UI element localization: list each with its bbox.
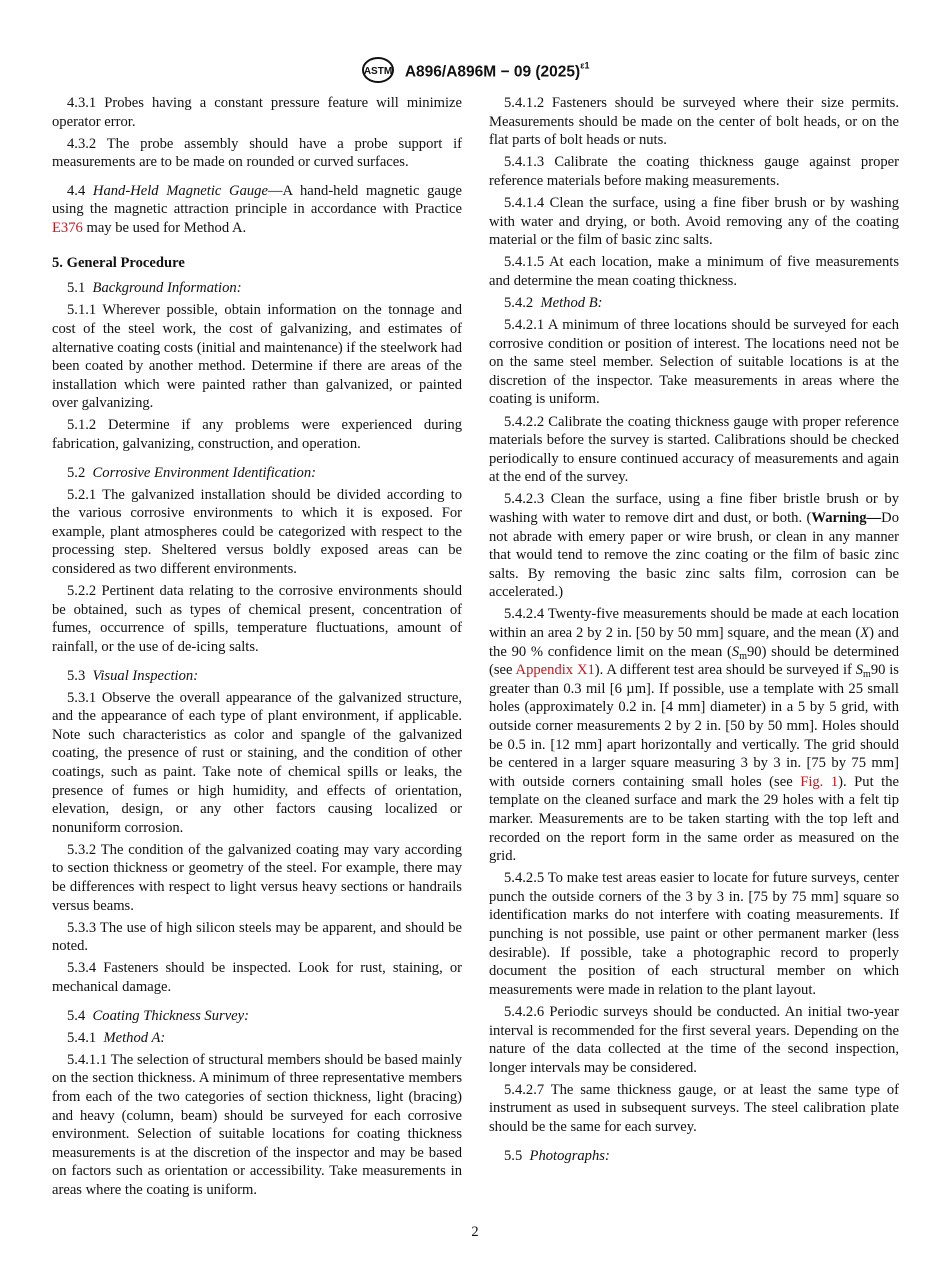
warning-label: Warning— <box>811 509 882 526</box>
para-5-1-1: 5.1.1 Wherever possible, obtain information on the tonnage and cost of the steel work, the cost of galvanizing, and estimates of alternative coating costs (initial and maintenance) if the steelwork had been coated by another method. Determine if there are areas of the installation which were painted rather than galvanized, or painted over galvanizing. <box>52 302 462 412</box>
astm-logo-icon <box>361 56 395 89</box>
svg-text:ASTM: ASTM <box>363 66 392 77</box>
para-5-4-2: 5.4.2 Method B: <box>504 294 603 311</box>
para-5-4-1: 5.4.1 Method A: <box>67 1029 166 1046</box>
para-5-1-2: 5.1.2 Determine if any problems were experienced during fabrication, galvanizing, construction, and operation. <box>52 417 462 452</box>
para-5-4-1-3: 5.4.1.3 Calibrate the coating thickness gauge against proper reference materials before making measurements. <box>489 154 899 189</box>
para-5-4-2-5: 5.4.2.5 To make test areas easier to locate for future surveys, center punch the outside corners of the 3 by 3 in. [75 by 75 mm] square so identification marks do not interfere with coating measurements. If punching is not possible, use paint or other permanent marker (less desirable). If possible, take a photographic record to properly document the position of each structural member on which measurements were made in relation to the plant layout. <box>489 870 899 998</box>
para-5-3: 5.3 Visual Inspection: <box>67 667 199 684</box>
para-5-3-3: 5.3.3 The use of high silicon steels may be apparent, and should be noted. <box>52 919 462 955</box>
para-5-4-1-1: 5.4.1.1 The selection of structural members should be based mainly on the section thickness. A minimum of three representative members from each of the two categories of section thickness, light (bracing) and heavy (column, beam) should be surveyed for each corrosive environment. Selection of suitable locations for coating thickness measurements is at the discretion of the inspector and may be based on factors such as orientation or accessibility. Take measurements in areas where the coating is uniform. <box>52 1051 462 1198</box>
link-fig-1[interactable]: Fig. 1 <box>800 773 839 790</box>
para-4-4: 4.4 Hand-Held Magnetic Gauge—A hand-held magnetic gauge using the magnetic attraction principle in accordance with Practice E376 may be used for Method A. <box>52 182 462 237</box>
para-4-3-2: 4.3.2 The probe assembly should have a probe support if measurements are to be made on rounded or curved surfaces. <box>52 135 462 171</box>
document-designation: A896/A896M − 09 (2025) <box>404 63 581 81</box>
para-5-1: 5.1 Background Information: <box>67 280 242 297</box>
para-5-4-2-1: 5.4.2.1 A minimum of three locations should be surveyed for each corrosive condition or position of interest. The locations need not be on the same steel member. Selection of suitable locations is at the discretion of the inspector. Take measurements in areas where the coating is uniform. <box>489 317 899 408</box>
page-number: 2 <box>471 1224 479 1240</box>
epsilon-superscript: ε1 <box>580 60 590 71</box>
para-5-2-2: 5.2.2 Pertinent data relating to the corrosive environments should be obtained, such as types of chemical present, concentration of fumes, occurrence of spills, temperature fluctuations, amount of rainfall, or the use of de-icing salts. <box>52 583 462 655</box>
para-5-4-1-4: 5.4.1.4 Clean the surface, using a fine fiber brush or by washing with water and drying, or both. Avoid removing any of the coating material or the film of basic zinc salts. <box>489 194 899 249</box>
para-5-2: 5.2 Corrosive Environment Identification: <box>67 464 317 481</box>
para-5-4-2-4: 5.4.2.4 Twenty-five measurements should be made at each location within an area 2 by 2 in. [50 by 50 mm] square, and the mean (X) and the 90 % confidence limit on the mean $(S_m90)$ should be determined (see Appendix X1). A different test area should be surveyed if $S_m90$ is greater than 0.3 mil [6 µm]. If possible, use a template with 25 small holes (approximately 0.2 in. [4 mm] diameter) in a 5 by 5 grid, with outside corner measurements 2 by 2 in. [50 by 50 mm]. Holes should be 0.5 in. [12 mm] apart horizontally and vertically. The grid should be centered in a larger square measuring 3 by 3 in. [75 by 75 mm] with outside corners containing small holes (see Fig. 1). Put the template on the cleaned surface and mark the 29 holes with a felt tip marker. Measurements are to be taken starting with the top left and recorded on the report form in the same order as measured on the grid. <box>489 606 899 865</box>
para-5-4-1-5: 5.4.1.5 At each location, make a minimum of five measurements and determine the mean coating thickness. <box>489 254 899 289</box>
para-5-3-4: 5.3.4 Fasteners should be inspected. Look for rust, staining, or mechanical damage. <box>52 960 462 996</box>
section-5-heading: 5. General Procedure <box>52 254 185 271</box>
para-5-4-2-7: 5.4.2.7 The same thickness gauge, or at least the same type of instrument as used in subsequent surveys. The steel calibration plate should be the same for each survey. <box>489 1081 899 1135</box>
para-5-4-2-6: 5.4.2.6 Periodic surveys should be conducted. An initial two-year interval is recommended for the first several years. Depending on the nature of the data collected at the time of the second inspection, longer intervals may be considered. <box>489 1003 899 1076</box>
right-column <box>489 94 899 1169</box>
page-header <box>0 56 950 89</box>
para-5-4-2-2: 5.4.2.2 Calibrate the coating thickness gauge with proper reference materials before the survey is started. Calibrations should be checked periodically to ensure continued accuracy of measurements and again at the end of the survey. <box>489 413 899 486</box>
para-5-4-2-3: 5.4.2.3 Clean the surface, using a fine fiber bristle brush or by washing with water to remove dirt and dust, or both. (Warning—Do not abrade with emery paper or wire brush, or clean in any manner that would tend to remove the zinc coating or the film of basic zinc salts. By removing the basic zinc salts film, corrosion can be accelerated.) <box>489 491 899 601</box>
para-4-3-1: 4.3.1 Probes having a constant pressure feature will minimize operator error. <box>52 95 462 130</box>
left-column <box>52 94 462 1203</box>
para-5-3-2: 5.3.2 The condition of the galvanized coating may vary according to section thickness or geometry of the steel. For example, there may be differences with respect to light versus heavy sections or handrails versus beams. <box>52 841 462 914</box>
para-5-2-1: 5.2.1 The galvanized installation should be divided according to the various corrosive environments to which it is exposed. For example, plant atmospheres could be categorized with respect to the processing step. Sheltered versus boldly exposed areas can be considered as two different environments. <box>52 486 462 578</box>
para-5-4-1-2: 5.4.1.2 Fasteners should be surveyed where their size permits. Measurements should be made on the center of bolt heads, or on the flat parts of bolt heads or nuts. <box>489 95 899 149</box>
para-5-3-1: 5.3.1 Observe the overall appearance of the galvanized structure, and the appearance of each type of plant environment, if applicable. Note such characteristics as color and spangle of the galvanized coating, the presence of rust or staining, and the condition of other coatings, such as paint. Take note of chemical spills or leaks, the presence of fumes or high humidity, and effects of orientation, elevation, design, or any other factors causing localized or nonuniform corrosion. <box>52 689 462 836</box>
link-appendix-x1[interactable]: Appendix X1 <box>515 662 595 679</box>
para-5-5: 5.5 Photographs: <box>504 1147 610 1164</box>
link-e376[interactable]: E376 <box>52 220 83 237</box>
para-5-4: 5.4 Coating Thickness Survey: <box>67 1007 249 1024</box>
